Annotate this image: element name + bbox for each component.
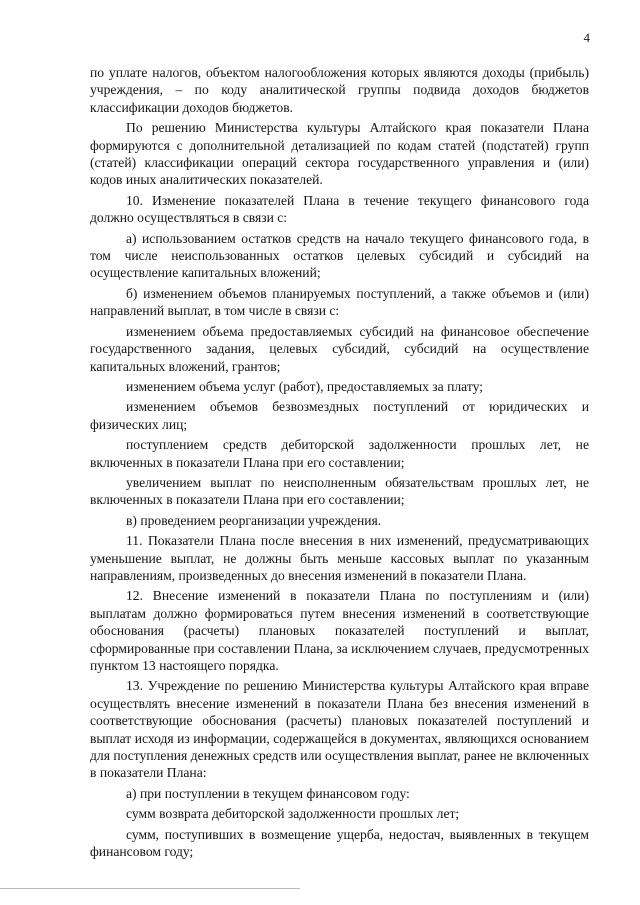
paragraph: 12. Внесение изменений в показатели Плана по поступлениям и (или) выплатам должно формироваться путем внесения изменений в соответствующие обоснования (расчеты) плановых показателей поступлений и выплат, сформированные при составлении Плана, за исключением случаев, предусмотренных пунктом 13 настоящего порядка. [90, 588, 589, 673]
paragraph: сумм возврата дебиторской задолженности прошлых лет; [126, 806, 460, 822]
paragraph: по уплате налогов, объектом налогообложения которых являются доходы (прибыль) учреждения, – по коду аналитической группы подвида доходов бюджетов классификации доходов бюджетов. [90, 65, 589, 115]
paragraph: изменением объема предоставляемых субсидий на финансовое обеспечение государственного задания, целевых субсидий, субсидий на осуществление капитальных вложений, грантов; [90, 323, 589, 374]
scan-edge-line [0, 888, 300, 889]
paragraph: в) проведением реорганизации учреждения. [126, 512, 382, 528]
paragraph: а) при поступлении в текущем финансовом году: [126, 785, 410, 801]
paragraph: 13. Учреждение по решению Министерства культуры Алтайского края вправе осуществлять внесение изменений в показатели Плана без внесения изменений в соответствующие обоснования (расчеты) плановых показателей поступлений и выплат исходя из информации, содержащейся в документах, являющихся основанием для поступления денежных средств или осуществления выплат, ранее не включенных в показатели Плана: [90, 678, 589, 781]
paragraph: 10. Изменение показателей Плана в течение текущего финансового года должно осуществляться в связи с: [90, 192, 589, 226]
paragraph: По решению Министерства культуры Алтайского края показатели Плана формируются с дополнительной детализацией по кодам статей (подстатей) групп (статей) классификации операций сектора государственного управления и (или) кодов иных аналитических показателей. [90, 120, 589, 188]
paragraph: изменением объемов безвозмездных поступлений от юридических и физических лиц; [90, 399, 589, 432]
paragraph: увеличением выплат по неисполненным обязательствам прошлых лет, не включенных в показатели Плана при его составлении; [90, 474, 589, 508]
paragraph: изменением объема услуг (работ), предоставляемых за плату; [126, 378, 483, 394]
paragraph: б) изменением объемов планируемых поступлений, а также объемов и (или) направлений выплат, в том числе в связи с: [90, 285, 589, 319]
paragraph: сумм, поступивших в возмещение ущерба, недостач, выявленных в текущем финансовом году; [90, 826, 589, 860]
page-number: 4 [583, 30, 590, 45]
paragraph: а) использованием остатков средств на начало текущего финансового года, в том числе неиспользованных остатков целевых субсидий и субсидий на осуществление капитальных вложений; [90, 230, 589, 281]
paragraph: поступлением средств дебиторской задолженности прошлых лет, не включенных в показатели Плана при его составлении; [90, 437, 589, 470]
paragraph: 11. Показатели Плана после внесения в них изменений, предусматривающих уменьшение выплат, не должны быть меньше кассовых выплат по указанным направлениям, произведенных до внесения изменений в показатели Плана. [90, 533, 589, 583]
document-body [90, 64, 589, 860]
